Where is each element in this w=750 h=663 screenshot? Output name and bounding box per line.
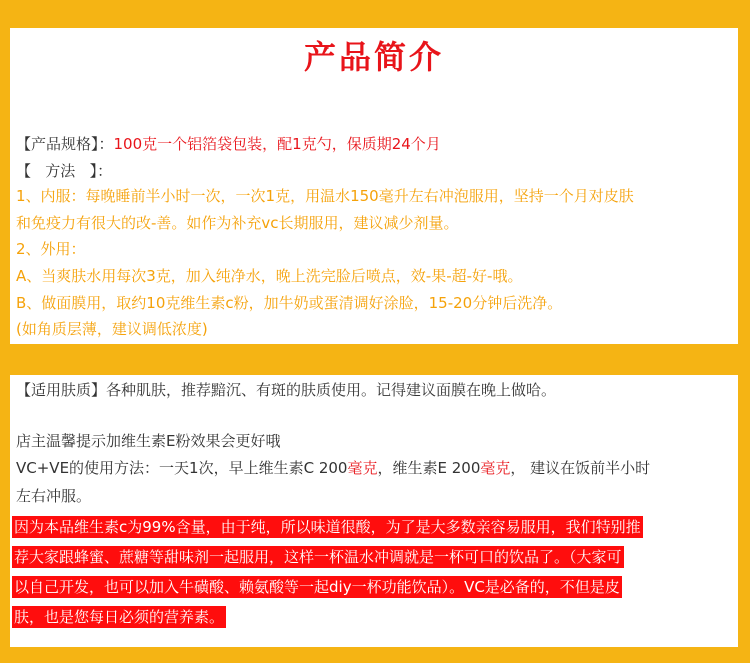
tip-line: 店主温馨提示加维生素E粉效果会更好哦 [16, 432, 281, 450]
skin-usage-panel [10, 375, 738, 647]
highlight-line-4: 肤，也是您每日必须的营养素。 [14, 608, 225, 626]
highlight-line-2: 荐大家跟蜂蜜、蔗糖等甜味剂一起服用，这样一杯温水冲调就是一杯可口的饮品了。（大家可 [14, 548, 622, 566]
usage-unit-2: 毫克 [480, 459, 511, 477]
method-note: (如角质层薄，建议调低浓度) [16, 320, 208, 338]
usage-part-1: VC+VE的使用方法：一天1次，早上维生素C 200 [16, 459, 348, 477]
spec-value: 100克一个铝箔袋包装，配1克勺，保质期24个月 [113, 135, 441, 153]
usage-unit-1: 毫克 [347, 459, 378, 477]
spec-line [16, 133, 441, 154]
skin-label: 【适用肤质】 [16, 381, 107, 399]
usage-part-3: ， 建议在饭前半小时 [510, 459, 651, 477]
highlight-line-3: 以自己开发，也可以加入牛磺酸、赖氨酸等一起diy一杯功能饮品）。VC是必备的，不但是皮 [14, 578, 620, 596]
method-internal-line-2: 和免疫力有很大的改-善。如作为补充vc长期服用，建议减少剂量。 [16, 214, 459, 232]
skin-value: 各种肌肤，推荐黯沉、有斑的肤质使用。记得建议面膜在晚上做哈。 [106, 381, 557, 399]
method-internal-line-1: 1、内服：每晚睡前半小时一次，一次1克，用温水150毫升左右冲泡服用，坚持一个月对皮肤 [16, 187, 634, 205]
method-external-b: B、做面膜用，取约10克维生素c粉，加牛奶或蛋清调好涂脸，15-20分钟后洗净。 [16, 294, 563, 312]
usage-line-2: 左右冲服。 [16, 487, 92, 505]
product-intro-panel [10, 28, 738, 344]
usage-line-1 [16, 457, 650, 478]
spec-label: 【产品规格】： [16, 135, 114, 153]
skin-line [16, 379, 556, 400]
method-external: 2、外用： [16, 240, 86, 258]
highlight-line-1: 因为本品维生素c为99%含量，由于纯，所以味道很酸，为了是大多数亲容易服用，我们特别推 [14, 518, 641, 536]
page-title: 产品简介 [303, 38, 444, 76]
method-external-a: A、当爽肤水用每次3克，加入纯净水，晚上洗完脸后喷点，效-果-超-好-哦。 [16, 267, 523, 285]
method-label: 【 方法 】： [16, 162, 113, 180]
usage-part-2: ，维生素E 200 [377, 459, 481, 477]
